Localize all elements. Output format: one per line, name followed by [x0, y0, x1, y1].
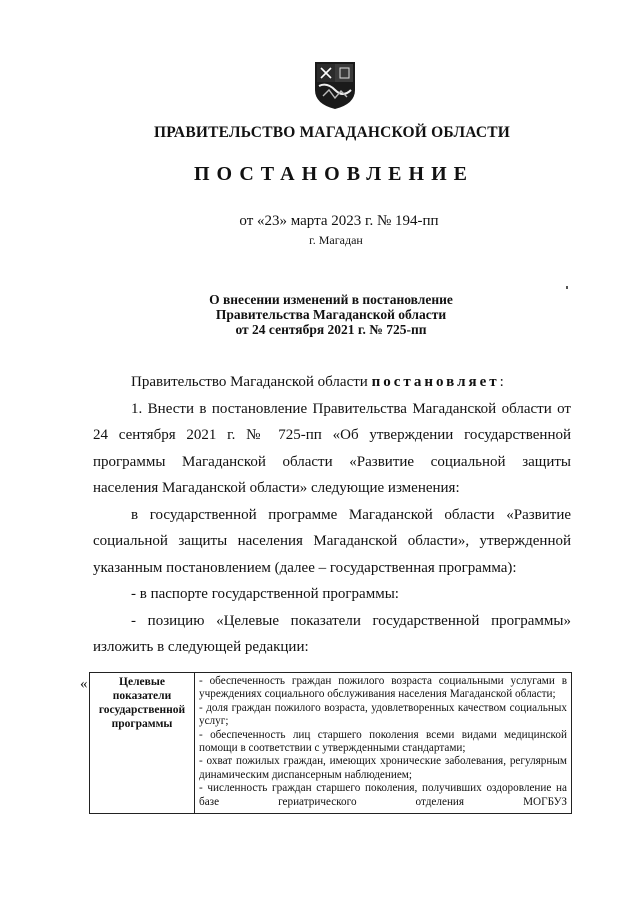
indicator-item: - охват пожилых граждан, имеющих хронические заболевания, регулярным динамическим диспансерным наблюдением;	[199, 755, 567, 781]
document-type: ПОСТАНОВЛЕНИЕ	[194, 163, 474, 185]
target-indicators-table	[89, 672, 572, 814]
paragraph-4: - позицию «Целевые показатели государственной программы» изложить в следующей редакции:	[93, 612, 571, 655]
indicator-item: - обеспеченность лиц старшего поколения всеми видами медицинской помощи в соответствии с утвержденными стандартами;	[199, 728, 567, 755]
indicator-item: - численность граждан старшего поколения, получивших оздоровление на базе гериатрического отделения МОГБУЗ	[199, 782, 567, 808]
scan-mark	[566, 286, 568, 289]
table-value-cell	[195, 673, 572, 814]
indicator-item: - обеспеченность граждан пожилого возраста социальными услугами в учреждениях социального обслуживания населения Магаданской области;	[199, 675, 567, 701]
title-line: Правительства Магаданской области	[215, 307, 447, 322]
title-line: О внесении изменений в постановление	[209, 292, 453, 307]
preamble-colon: :	[499, 374, 504, 390]
table-row	[90, 673, 572, 814]
open-quote: «	[80, 676, 88, 692]
preamble-paragraph	[93, 369, 571, 396]
title-line: от 24 сентября 2021 г. № 725-пп	[235, 322, 427, 337]
paragraph-3: - в паспорте государственной программы:	[131, 586, 399, 602]
document-body	[93, 369, 571, 661]
document-title	[0, 292, 640, 337]
preamble-text: Правительство Магаданской области	[131, 374, 372, 390]
preamble-decree-word: постановляет	[371, 374, 500, 390]
paragraph-2: в государственной программе Магаданской области «Развитие социальной защиты населения Магаданской области», утвержденной указанным постановлением (далее – государственная программа):	[93, 506, 571, 576]
document-city: г. Магадан	[309, 233, 363, 247]
magadan-coat-of-arms-icon	[313, 60, 357, 110]
organization-name: ПРАВИТЕЛЬСТВО МАГАДАНСКОЙ ОБЛАСТИ	[153, 124, 511, 141]
document-date-number: от «23» марта 2023 г. № 194-пп	[239, 213, 439, 229]
table-label-cell: Целевые показатели государственной программы	[90, 673, 195, 814]
indicator-item: - доля граждан пожилого возраста, удовлетворенных качеством социальных услуг;	[199, 701, 567, 728]
paragraph-1: 1. Внести в постановление Правительства Магаданской области от 24 сентября 2021 г. № 725-пп «Об утверждении государственной программы Магаданской области «Развитие социальной защиты населения Магаданской области» следующие изменения:	[93, 400, 571, 496]
